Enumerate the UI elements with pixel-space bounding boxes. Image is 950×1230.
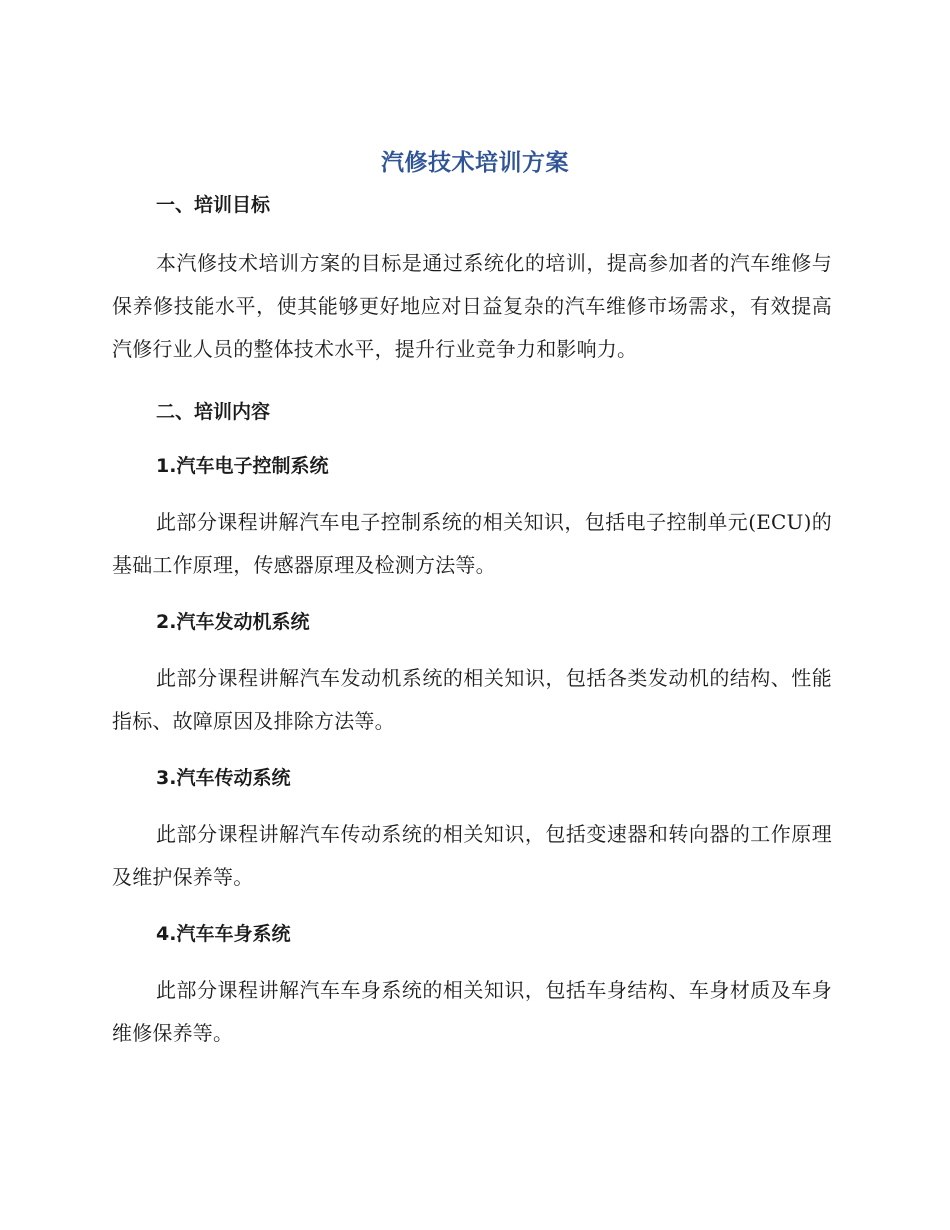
item-paragraph-transmission: 此部分课程讲解汽车传动系统的相关知识，包括变速器和转向器的工作原理及维护保养等。 xyxy=(112,822,832,889)
item-paragraph-engine: 此部分课程讲解汽车发动机系统的相关知识，包括各类发动机的结构、性能指标、故障原因及排除方法等。 xyxy=(112,666,832,733)
section-heading-objectives: 一、培训目标 xyxy=(156,194,271,216)
item-heading-transmission: 3.汽车传动系统 xyxy=(156,767,291,789)
item-paragraph-electronic-control: 此部分课程讲解汽车电子控制系统的相关知识，包括电子控制单元(ECU)的基础工作原理，传感器原理及检测方法等。 xyxy=(112,510,832,577)
section-heading-content: 二、培训内容 xyxy=(156,401,271,423)
document-body xyxy=(112,188,832,1055)
item-heading-electronic-control: 1.汽车电子控制系统 xyxy=(156,455,329,477)
item-heading-body: 4.汽车车身系统 xyxy=(156,923,291,945)
document-title: 汽修技术培训方案 xyxy=(381,150,569,176)
item-paragraph-body: 此部分课程讲解汽车车身系统的相关知识，包括车身结构、车身材质及车身维修保养等。 xyxy=(112,978,832,1045)
objectives-paragraph: 本汽修技术培训方案的目标是通过系统化的培训，提高参加者的汽车维修与保养修技能水平，使其能够更好地应对日益复杂的汽车维修市场需求，有效提高汽修行业人员的整体技术水平，提升行业竞争力和影响力。 xyxy=(112,251,832,361)
item-heading-engine: 2.汽车发动机系统 xyxy=(156,611,310,633)
